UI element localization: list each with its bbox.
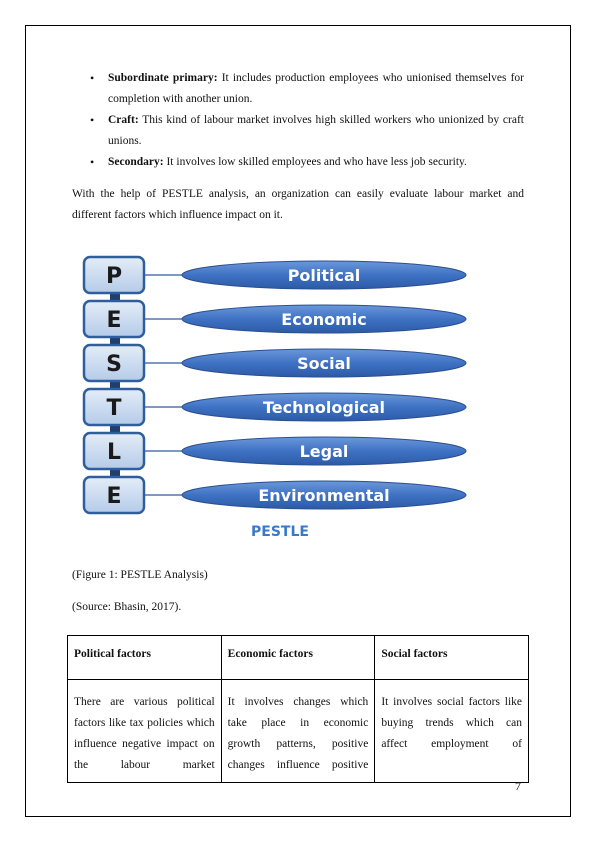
source-caption: (Source: Bhasin, 2017).: [72, 601, 182, 613]
pestle-label: Social: [297, 354, 351, 373]
bullet-dot-icon: •: [90, 113, 95, 127]
pestle-letter: E: [106, 484, 122, 509]
bullet-text: It involves low skilled employees and who have less job security.: [163, 156, 467, 168]
bullet-dot-icon: •: [90, 155, 95, 169]
bullet-item: [72, 68, 524, 110]
table-header-row: [68, 636, 529, 680]
pestle-label: Environmental: [258, 486, 390, 505]
bullet-text: This kind of labour market involves high skilled workers who unionized by craft unions.: [108, 114, 524, 147]
intro-paragraph: With the help of PESTLE analysis, an organization can easily evaluate labour market and different factors which influence impact on it.: [72, 188, 524, 221]
pestle-figure: [80, 250, 480, 550]
pestle-label: Legal: [299, 442, 349, 461]
bullet-term: Secondary:: [108, 156, 164, 168]
bullet-text: It includes production employees who unionised themselves for completion with another union.: [108, 72, 525, 105]
pestle-label: Political: [287, 266, 361, 285]
table-header-cell: Social factors: [375, 636, 529, 680]
pestle-footer: PESTLE: [251, 524, 309, 540]
figure-caption: (Figure 1: PESTLE Analysis): [72, 569, 208, 581]
pestle-letter: T: [106, 396, 122, 421]
pestle-label: Technological: [262, 398, 386, 417]
bullet-term: Craft:: [108, 114, 139, 126]
bullet-item: [72, 110, 524, 152]
pestle-letter: E: [106, 308, 122, 333]
bullet-dot-icon: •: [90, 71, 95, 85]
bullet-item: [72, 152, 524, 173]
table-header-cell: Political factors: [68, 636, 222, 680]
table-header-cell: Economic factors: [221, 636, 375, 680]
table-row: [68, 680, 529, 783]
table-cell-text: There are various political factors like tax policies which influence negative impact on the labour market: [74, 696, 215, 771]
table-cell-text: It involves social factors like buying trends which can affect employment of: [381, 696, 522, 750]
pestle-letter: L: [106, 440, 122, 465]
factors-table: [67, 635, 529, 783]
table-cell: [68, 680, 222, 783]
bullet-list: [72, 68, 524, 173]
table-cell-text: It involves changes which take place in economic growth patterns, positive changes influence positive: [227, 696, 369, 771]
bullet-term: Subordinate primary:: [108, 72, 218, 84]
pestle-label: Economic: [281, 310, 367, 329]
pestle-letter: S: [106, 352, 122, 377]
pestle-letter: P: [105, 264, 123, 289]
page-number: 7: [515, 779, 521, 793]
table-cell: [375, 680, 529, 783]
table-cell: [221, 680, 375, 783]
